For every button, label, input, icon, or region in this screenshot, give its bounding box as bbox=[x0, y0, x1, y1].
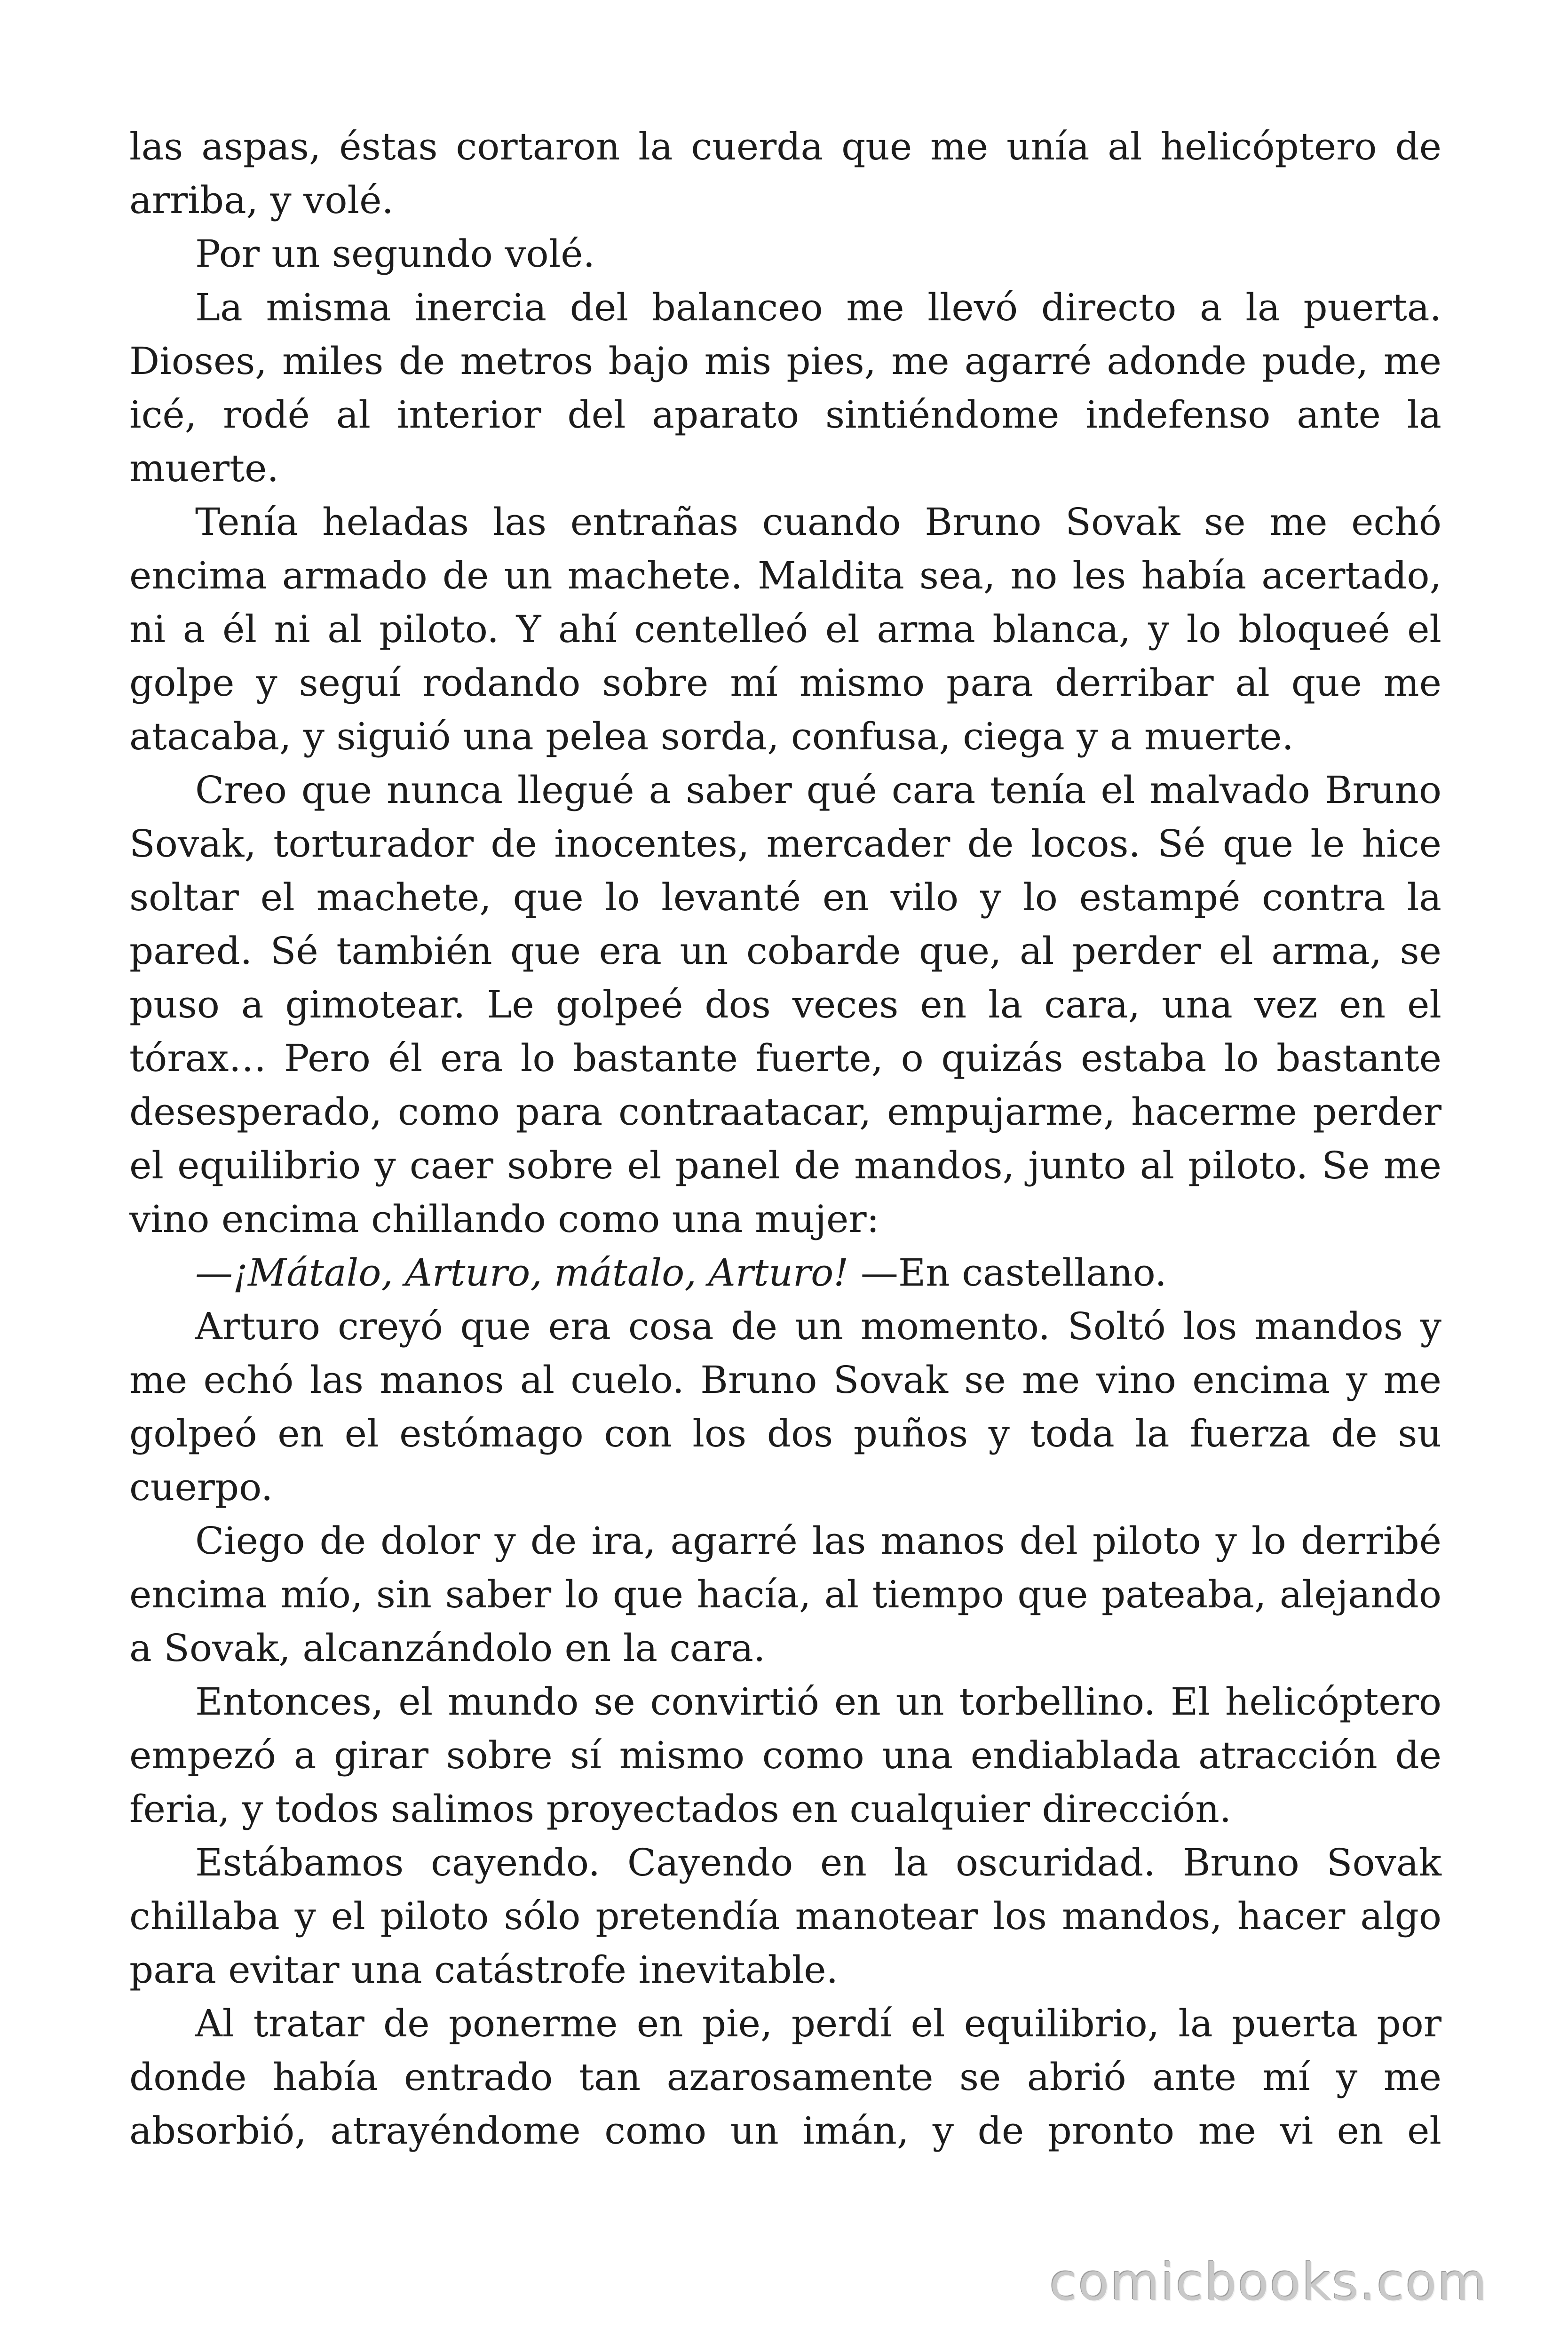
paragraph: Estábamos cayendo. Cayendo en la oscuridad. Bruno Sovak chillaba y el piloto sólo pretendía manotear los mandos, hacer algo para evitar una catástrofe inevitable. bbox=[129, 1841, 1441, 1992]
paragraph: Tenía heladas las entrañas cuando Bruno Sovak se me echó encima armado de un machete. Maldita sea, no les había acertado, ni a él ni al piloto. Y ahí centelleó el arma blanca, y lo bloqueé el golpe y seguí rodando sobre mí mismo para derribar al que me atacaba, y siguió una pelea sorda, confusa, ciega y a muerte. bbox=[129, 500, 1441, 758]
dialogue-italic-text: —¡Mátalo, Arturo, mátalo, Arturo! bbox=[195, 1251, 849, 1295]
paragraph: Ciego de dolor y de ira, agarré las manos del piloto y lo derribé encima mío, sin saber lo que hacía, al tiempo que pateaba, alejando a Sovak, alcanzándolo en la cara. bbox=[129, 1519, 1441, 1670]
paragraph: La misma inercia del balanceo me llevó directo a la puerta. Dioses, miles de metros bajo mis pies, me agarré adonde pude, me icé, rodé al interior del aparato sintiéndome indefenso ante la muerte. bbox=[129, 286, 1441, 490]
paragraph: Al tratar de ponerme en pie, perdí el equilibrio, la puerta por donde había entrado tan azarosamente se abrió ante mí y me absorbió, atrayéndome como un imán, y de pronto me vi en el bbox=[129, 2002, 1441, 2153]
paragraph: Arturo creyó que era cosa de un momento. Soltó los mandos y me echó las manos al cuelo. Bruno Sovak se me vino encima y me golpeó en el estómago con los dos puños y toda la fuerza de su cuerpo. bbox=[129, 1304, 1441, 1509]
watermark: comicbooks.com bbox=[1049, 2253, 1488, 2312]
body-text bbox=[129, 120, 1441, 2158]
paragraph: Entonces, el mundo se convirtió en un torbellino. El helicóptero empezó a girar sobre sí mismo como una endiablada atracción de feria, y todos salimos proyectados en cualquier dirección. bbox=[129, 1680, 1441, 1831]
paragraph: las aspas, éstas cortaron la cuerda que me unía al helicóptero de arriba, y volé. bbox=[129, 125, 1441, 222]
paragraph: Creo que nunca llegué a saber qué cara tenía el malvado Bruno Sovak, torturador de inocentes, mercader de locos. Sé que le hice soltar el machete, que lo levanté en vilo y lo estampé contra la pared. Sé también que era un cobarde que, al perder el arma, se puso a gimotear. Le golpeé dos veces en la cara, una vez en el tórax… Pero él era lo bastante fuerte, o quizás estaba lo bastante desesperado, como para contraatacar, empujarme, hacerme perder el equilibrio y caer sobre el panel de mandos, junto al piloto. Se me vino encima chillando como una mujer: bbox=[129, 768, 1441, 1241]
dialogue-line bbox=[129, 1246, 1441, 1300]
dialogue-roman-text: —En castellano. bbox=[848, 1251, 1167, 1295]
paragraph: Por un segundo volé. bbox=[195, 232, 595, 276]
